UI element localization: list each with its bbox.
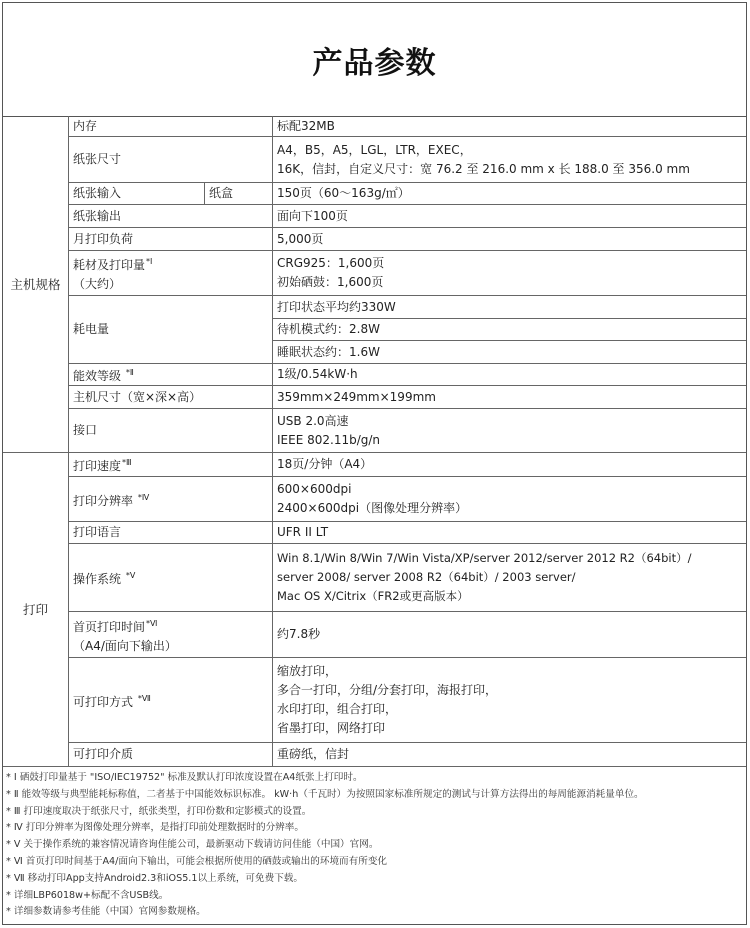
spec-label-dimensions bbox=[69, 386, 273, 409]
label-text: 纸盒 bbox=[209, 186, 234, 200]
value-text: 初始硒鼓：1,600页 bbox=[277, 275, 384, 289]
footnote: * 详细参数请参考佳能（中国）官网参数规格。 bbox=[6, 906, 206, 918]
label-text: （A4/面向下输出） bbox=[73, 638, 177, 653]
spec-sheet bbox=[2, 2, 747, 925]
spec-value-print-modes bbox=[273, 658, 746, 743]
label-text: 纸张输入 bbox=[73, 186, 122, 200]
label-text: 操作系统 bbox=[73, 572, 122, 586]
value-text: 标配32MB bbox=[277, 118, 335, 133]
value-text: 约7.8秒 bbox=[277, 627, 321, 641]
value-text: USB 2.0高速 bbox=[277, 413, 349, 428]
footnote: * Ⅱ 能效等级与典型能耗标称值，二者基于中国能效标识标准。 kW·h（千瓦时）为按照国家标准所规定的测试与计算方法得出的每周能源消耗量单位。 bbox=[6, 788, 644, 800]
spec-label-first-print-time bbox=[69, 612, 273, 658]
footnote: * 详细LBP6018w+标配不含USB线。 bbox=[6, 889, 169, 901]
value-text: 多合一打印，分组/分套打印，海报打印， bbox=[277, 683, 498, 697]
spec-value-power-standby bbox=[273, 319, 746, 341]
label-text: 可打印介质 bbox=[73, 747, 134, 761]
value-text: CRG925：1,600页 bbox=[277, 256, 385, 270]
value-text: 1级/0.54kW·h bbox=[277, 367, 358, 381]
value-text: 5,000页 bbox=[277, 231, 324, 246]
group-host-specs bbox=[3, 116, 69, 453]
spec-label-power bbox=[69, 296, 273, 364]
spec-value-print-media bbox=[273, 743, 746, 767]
spec-value-energy-class bbox=[273, 364, 746, 386]
spec-value-os bbox=[273, 544, 746, 612]
label-text: （大约） bbox=[73, 277, 122, 291]
value-text: 水印打印，组合打印， bbox=[277, 702, 398, 716]
footnote: * Ⅶ 移动打印App支持Android2.3和iOS5.1以上系统，可免费下载。 bbox=[6, 872, 303, 884]
footnote: * Ⅲ 打印速度取决于纸张尺寸，纸张类型，打印份数和定影模式的设置。 bbox=[6, 805, 312, 817]
value-text: 待机模式约：2.8W bbox=[277, 322, 380, 336]
value-text: IEEE 802.11b/g/n bbox=[277, 432, 381, 447]
value-text: 16K，信封，自定义尺寸：宽 76.2 至 216.0 mm x 长 188.0 至 356.0 mm bbox=[277, 161, 690, 176]
spec-label-resolution bbox=[69, 477, 273, 522]
spec-value-paper-size bbox=[273, 137, 746, 183]
spec-label-energy-class bbox=[69, 364, 273, 386]
spec-value-power-sleep bbox=[273, 341, 746, 364]
spec-label-os bbox=[69, 544, 273, 612]
spec-value-resolution bbox=[273, 477, 746, 522]
spec-label-paper-output bbox=[69, 205, 273, 228]
page-title: 产品参数 bbox=[312, 45, 437, 81]
spec-label-print-speed bbox=[69, 453, 273, 477]
value-text: 重磅纸，信封 bbox=[277, 747, 350, 761]
value-text: Mac OS X/Citrix（FR2或更高版本） bbox=[277, 589, 469, 603]
label-text: 首页打印时间 bbox=[73, 619, 146, 634]
footnote-ref: *Ⅲ bbox=[122, 458, 132, 467]
spec-value-dimensions bbox=[273, 386, 746, 409]
footnote: * Ⅴ 关于操作系统的兼容情况请咨询佳能公司，最新驱动下载请访问佳能（中国）官网。 bbox=[6, 839, 379, 851]
value-text: A4，B5，A5，LGL，LTR，EXEC， bbox=[277, 142, 472, 157]
spec-value-power-print bbox=[273, 296, 746, 319]
label-text: 打印语言 bbox=[73, 525, 122, 539]
label-text: 耗电量 bbox=[73, 322, 110, 336]
footnotes bbox=[3, 767, 746, 921]
footnote-ref: *Ⅴ bbox=[125, 571, 136, 580]
value-text: 面向下100页 bbox=[277, 208, 348, 223]
spec-value-paper-output bbox=[273, 205, 746, 228]
spec-label-consumables bbox=[69, 251, 273, 296]
value-text: 缩放打印， bbox=[277, 664, 338, 678]
spec-value-paper-input bbox=[273, 183, 746, 205]
spec-value-consumables bbox=[273, 251, 746, 296]
footnote-ref: *Ⅱ bbox=[125, 368, 134, 377]
footnote-ref: *Ⅳ bbox=[137, 492, 150, 502]
spec-label-print-media bbox=[69, 743, 273, 767]
group-print bbox=[3, 453, 69, 767]
spec-label-print-language bbox=[69, 522, 273, 544]
spec-value-duty-cycle bbox=[273, 228, 746, 251]
spec-value-interface bbox=[273, 409, 746, 453]
value-text: server 2008/ server 2008 R2（64bit）/ 2003 server/ bbox=[277, 570, 576, 584]
spec-label-interface bbox=[69, 409, 273, 453]
label-text: 月打印负荷 bbox=[73, 231, 134, 246]
footnote-ref: *Ⅶ bbox=[137, 693, 151, 703]
title-area bbox=[3, 3, 746, 117]
label-text: 纸张尺寸 bbox=[73, 152, 122, 166]
spec-value-memory bbox=[273, 116, 746, 137]
value-text: 睡眠状态约：1.6W bbox=[277, 344, 380, 359]
footnote-ref: *Ⅰ bbox=[146, 257, 153, 266]
spec-value-print-language bbox=[273, 522, 746, 544]
spec-value-print-speed bbox=[273, 453, 746, 477]
label-text: 能效等级 bbox=[73, 369, 122, 383]
label-text: 耗材及打印量 bbox=[73, 258, 146, 272]
group-label: 打印 bbox=[22, 602, 48, 617]
value-text: UFR II LT bbox=[277, 525, 329, 539]
value-text: 2400×600dpi（图像处理分辨率） bbox=[277, 501, 468, 515]
footnote: * Ⅳ 打印分辨率为图像处理分辨率，是指打印前处理数据时的分辨率。 bbox=[6, 822, 304, 834]
spec-sublabel-cassette bbox=[205, 183, 273, 205]
value-text: 18页/分钟（A4） bbox=[277, 457, 373, 471]
label-text: 接口 bbox=[73, 423, 98, 437]
label-text: 纸张输出 bbox=[73, 208, 122, 223]
label-text: 打印分辨率 bbox=[73, 493, 134, 508]
value-text: 359mm×249mm×199mm bbox=[277, 389, 436, 404]
spec-label-print-modes bbox=[69, 658, 273, 743]
spec-label-duty-cycle bbox=[69, 228, 273, 251]
label-text: 主机尺寸（宽×深×高） bbox=[73, 389, 202, 404]
footnote: * Ⅰ 硒鼓打印量基于 "ISO/IEC19752" 标准及默认打印浓度设置在A4纸张上打印时。 bbox=[6, 772, 363, 783]
value-text: Win 8.1/Win 8/Win 7/Win Vista/XP/server 2012/server 2012 R2（64bit）/ bbox=[277, 551, 692, 565]
value-text: 省墨打印，网络打印 bbox=[277, 721, 386, 735]
label-text: 打印速度 bbox=[73, 459, 122, 473]
group-label: 主机规格 bbox=[10, 276, 61, 292]
value-text: 600×600dpi bbox=[277, 482, 352, 496]
label-text: 内存 bbox=[73, 118, 98, 133]
value-text: 150页（60～163g/㎡） bbox=[277, 186, 410, 200]
spec-label-paper-size bbox=[69, 137, 273, 183]
spec-label-paper-input bbox=[69, 183, 205, 205]
spec-value-first-print-time bbox=[273, 612, 746, 658]
footnote-ref: *Ⅵ bbox=[146, 618, 158, 628]
spec-label-memory bbox=[69, 116, 273, 137]
footnote: * Ⅵ 首页打印时间基于A4/面向下输出，可能会根据所使用的硒鼓或输出的环境而有所变化 bbox=[6, 855, 388, 867]
value-text: 打印状态平均约330W bbox=[277, 299, 396, 314]
label-text: 可打印方式 bbox=[73, 694, 134, 709]
